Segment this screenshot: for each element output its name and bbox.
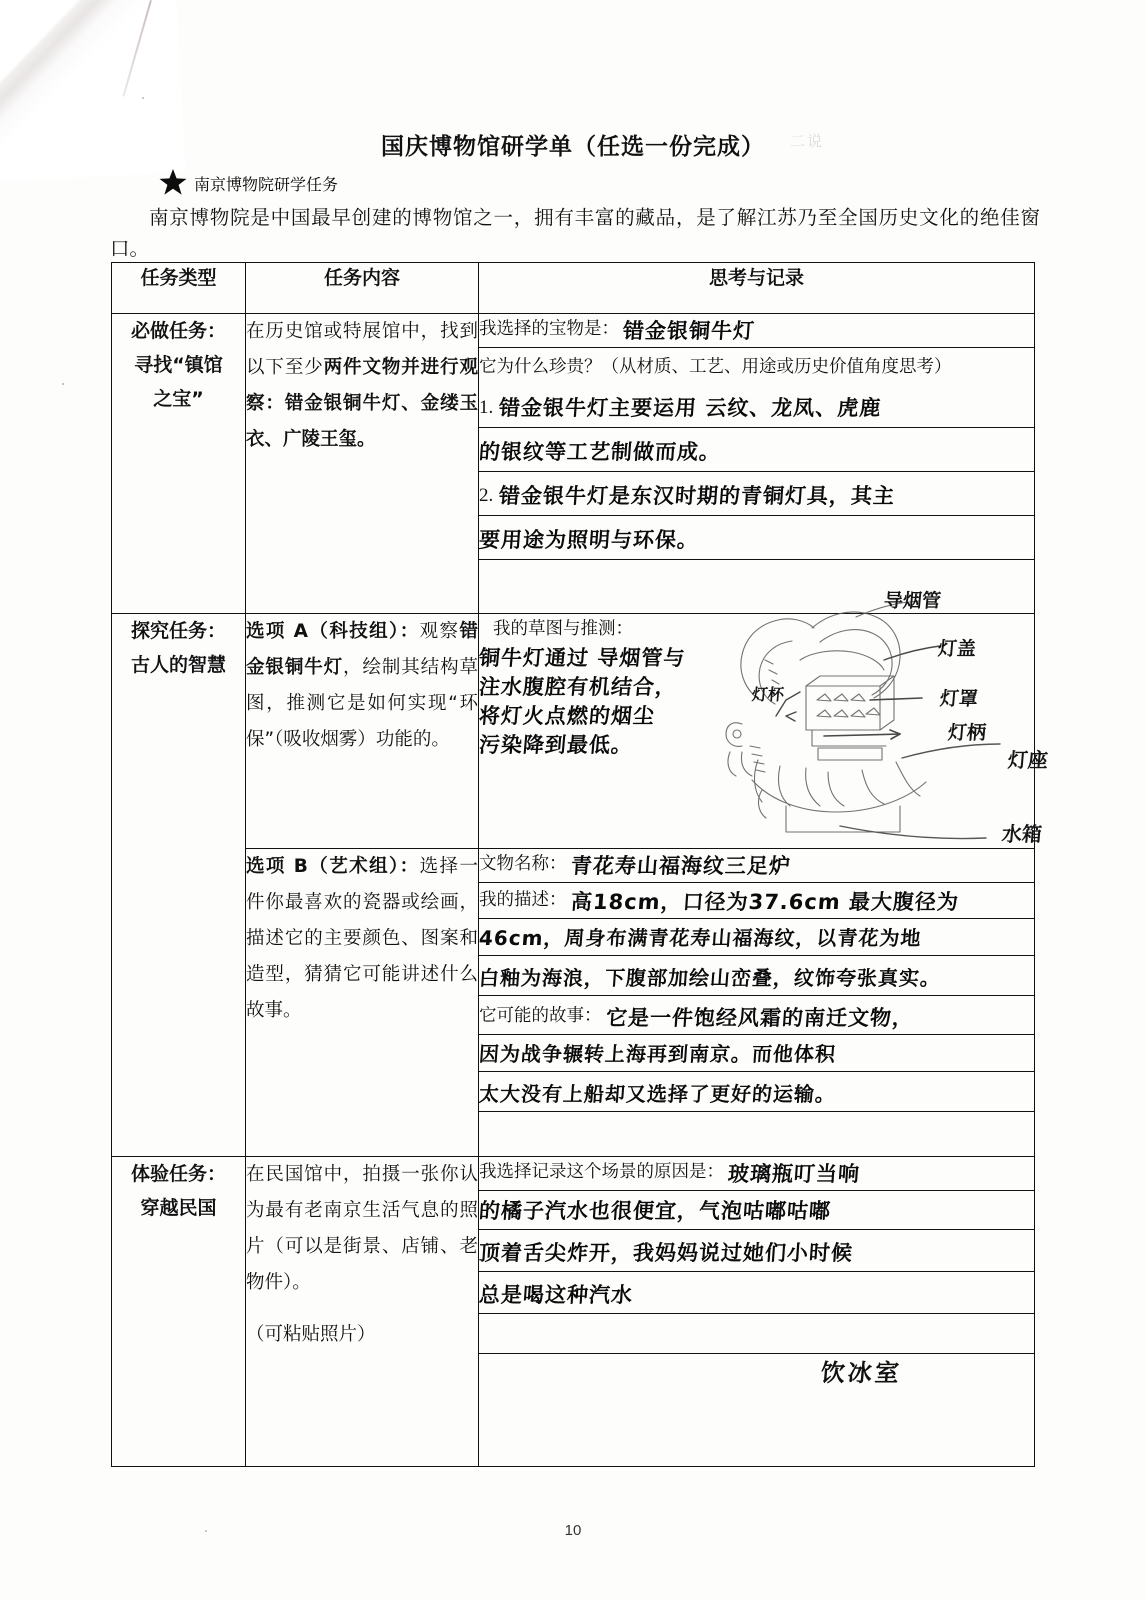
answer-item-2-text2: 要用途为照明与环保。 [478, 528, 700, 552]
answer-item-1-number: 1. [479, 397, 494, 418]
answer-description-line-2: 46cm，周身布满青花寿山福海纹，以青花为地 [478, 926, 923, 950]
answer-item-1-text1: 错金银牛灯主要运用 云纹、龙凤、虎鹿 [498, 396, 883, 420]
table-row-required-task [112, 314, 1035, 614]
answer-item-2-line1[interactable] [479, 477, 1034, 516]
task-type-3-line1: 体验任务： [130, 1163, 226, 1185]
cell-option-b-content: 选项 B（艺术组）：选择一件你最喜欢的瓷器或绘画，描述它的主要颜色、图案和造型，猜猜它可能讲述什么故事。 [246, 849, 479, 1157]
task-type-1-line2: 寻找“镇馆 [134, 354, 223, 376]
section-heading [158, 168, 1040, 198]
answer-item-2-number: 2. [479, 485, 494, 506]
cell-task-type-2 [112, 614, 246, 1157]
cell-task-type-3 [112, 1157, 246, 1467]
description-row-2[interactable] [479, 921, 1034, 956]
answer-description-line-1[interactable]: 高18cm，口径为37.6cm 最大腹径为 [569, 890, 960, 914]
answer-reason-line-1[interactable]: 玻璃瓶叮当响 [727, 1162, 861, 1186]
answer-reason-line-4: 总是喝这种汽水 [478, 1283, 634, 1307]
page-number: 10 [564, 1522, 582, 1539]
table-row-experience-task [112, 1157, 1035, 1467]
sketch-label-lamp-shade: 灯罩 [938, 688, 979, 710]
header-task-content: 任务内容 [246, 263, 479, 314]
description-continuation [479, 921, 1034, 996]
bleed-through-text: 二说 [790, 132, 825, 150]
prompt-story: 它可能的故事： [479, 1006, 602, 1026]
story-row-2[interactable] [479, 1037, 1034, 1072]
prompt-why-precious: 它为什么珍贵？（从材质、工艺、用途或历史价值角度思考） [479, 357, 952, 377]
header-task-type: 任务类型 [112, 263, 246, 314]
sketch-answer-line-4: 污染降到最低。 [477, 733, 635, 757]
cell-option-a-content: 选项 A（科技组）：观察错金银铜牛灯，绘制其结构草图，推测它是如何实现“环保”（吸收烟雾）功能的。 [246, 614, 479, 849]
answer-item-2-line2[interactable] [479, 521, 1034, 560]
table-header-row [112, 263, 1035, 314]
description-row-1 [479, 885, 1034, 919]
description-row-3[interactable] [479, 961, 1034, 996]
header-task-notes: 思考与记录 [479, 263, 1035, 314]
task-type-1-line3: 之宝” [153, 388, 204, 410]
sketch-answer-line-3: 将灯火点燃的烟尘 [477, 704, 657, 728]
table-row-inquiry-option-a [112, 614, 1035, 849]
cell-task-content-1: 在历史馆或特展馆中，找到以下至少两件文物并进行观察：错金银铜牛灯、金缕玉衣、广陵王玺。 [246, 314, 479, 614]
prompt-reason: 我选择记录这个场景的原因是： [479, 1162, 724, 1182]
task-content-3-main: 在民国馆中，拍摄一张你认为最有老南京生活气息的照片（可以是街景、店铺、老物件）。 [246, 1164, 478, 1293]
answer-story-line-2: 因为战争辗转上海再到南京。而他体积 [478, 1042, 837, 1066]
answer-story-line-1[interactable]: 它是一件饱经风霜的南迁文物， [604, 1006, 915, 1030]
blank-answer-line[interactable] [479, 1319, 1034, 1354]
task-type-2-line1: 探究任务： [130, 620, 226, 642]
sketch-label-lamp-handle: 灯柄 [946, 722, 987, 744]
story-row-1 [479, 1001, 1034, 1035]
task-table [111, 262, 1035, 1467]
answer-reason-line-3: 顶着舌尖炸开，我妈妈说过她们小时候 [478, 1241, 854, 1265]
prompt-artifact-name: 文物名称： [479, 854, 567, 874]
reason-row-2[interactable] [479, 1193, 1034, 1230]
cell-option-b-notes [479, 849, 1035, 1157]
answer-item-1-line2[interactable] [479, 433, 1034, 472]
six-point-star-icon [158, 168, 188, 198]
section-heading-label: 南京博物院研学任务 [194, 174, 339, 194]
sketch-label-lamp-cup: 灯杯 [751, 685, 785, 704]
sketch-label-water-tank: 水箱 [1000, 822, 1043, 846]
reason-row-4[interactable] [479, 1277, 1034, 1314]
cell-task-type-1 [112, 314, 246, 614]
prompt-treasure: 我选择的宝物是： [479, 319, 619, 339]
story-continuation [479, 1037, 1034, 1112]
prompt-description: 我的描述： [479, 890, 567, 910]
page-fold-edge-artifact [122, 0, 151, 97]
task-type-1-line1: 必做任务： [130, 320, 226, 342]
answer-sketch-text[interactable] [479, 644, 771, 760]
intro-paragraph: 南京博物院是中国最早创建的博物馆之一，拥有丰富的藏品，是了解江苏乃至全国历史文化的绝佳窗口。 [110, 206, 1040, 260]
answer-description-line-3: 白釉为海浪，下腹部加绘山峦叠，纹饰夸张真实。 [478, 966, 942, 990]
answer-artifact-name[interactable]: 青花寿山福海纹三足炉 [569, 854, 792, 878]
task-content-3-note: （可粘贴照片） [246, 1324, 376, 1345]
task-type-3-line2: 穿越民国 [140, 1197, 217, 1219]
scan-speck [62, 383, 64, 385]
answer-story-line-3: 太大没有上船却又选择了更好的运输。 [478, 1082, 837, 1106]
table-row-inquiry-option-b [112, 849, 1035, 1157]
signature-text[interactable]: 饮冰室 [819, 1359, 904, 1387]
task-type-2-line2: 古人的智慧 [130, 654, 226, 676]
scan-speck [142, 97, 144, 99]
reason-continuation [479, 1193, 1034, 1314]
artifact-name-row [479, 849, 1034, 883]
sketch-answer-line-1: 铜牛灯通过 导烟管与 [477, 646, 687, 670]
reason-row-1 [479, 1157, 1034, 1191]
page-title: 国庆博物馆研学单（任选一份完成） [381, 134, 765, 160]
reason-row-3[interactable] [479, 1235, 1034, 1272]
answer-treasure[interactable]: 错金银铜牛灯 [622, 319, 756, 343]
cell-task-content-3 [246, 1157, 479, 1467]
sketch-label-lamp-base: 灯座 [1006, 748, 1049, 772]
cell-task-notes-1 [479, 314, 1035, 614]
answer-reason-line-2: 的橘子汽水也很便宜，气泡咕嘟咕嘟 [478, 1199, 832, 1223]
sketch-answer-line-2: 注水腹腔有机结合， [477, 675, 679, 699]
sketch-label-lamp-cover: 灯盖 [936, 638, 977, 660]
treasure-answer-row [479, 314, 1034, 348]
cell-task-notes-3 [479, 1157, 1035, 1467]
prompt-sketch: 我的草图与推测： [493, 619, 633, 639]
sketch-label-smoke-duct: 导烟管 [882, 590, 942, 612]
story-row-3[interactable] [479, 1077, 1034, 1112]
intro-block [110, 168, 1040, 264]
answer-list-why [479, 389, 1034, 560]
answer-item-1-text2: 的银纹等工艺制做而成。 [478, 440, 722, 464]
answer-item-1-line1[interactable] [479, 389, 1034, 428]
answer-item-2-text1: 错金银牛灯是东汉时期的青铜灯具，其主 [498, 484, 897, 508]
